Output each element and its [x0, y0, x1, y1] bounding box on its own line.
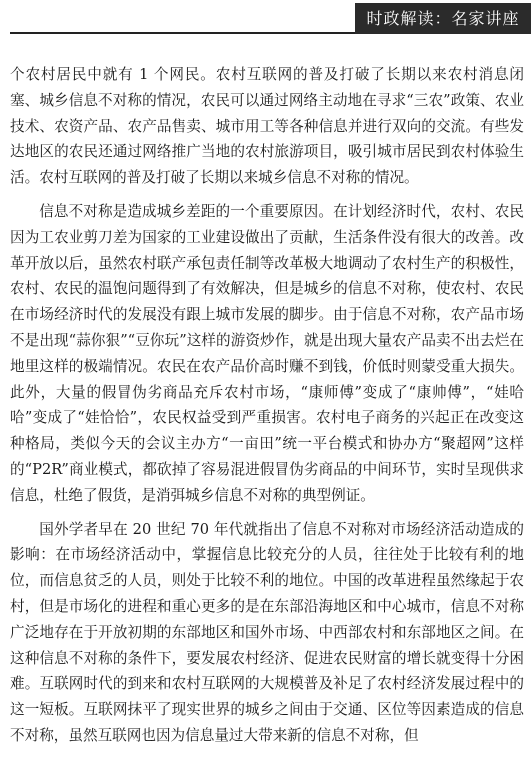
page-header	[0, 0, 531, 40]
section-title-tab	[355, 3, 531, 34]
article-body	[10, 62, 524, 757]
paragraph-3: 国外学者早在 20 世纪 70 年代就指出了信息不对称对市场经济活动造成的影响：在市场经济活动中，掌握信息比较充分的人员，往往处于比较有利的地位，而信息贫乏的人员，则处于比较不利的地位。中国的改革进程虽然缘起于农村，但是市场化的进程和重心更多的是在东部沿海地区和中心城市，信息不对称广泛地存在于开放初期的东部地区和国外市场、中西部农村和东部地区之间。在这种信息不对称的条件下，要发展农村经济、促进农民财富的增长就变得十分困难。互联网时代的到来和农村互联网的大规模普及补足了农村经济发展过程中的这一短板。互联网抹平了现实世界的城乡之间由于交通、区位等因素造成的信息不对称，虽然互联网也因为信息量过大带来新的信息不对称，但	[10, 520, 524, 744]
paragraph-2: 信息不对称是造成城乡差距的一个重要原因。在计划经济时代，农村、农民因为工农业剪刀差为国家的工业建设做出了贡献，生活条件没有很大的改善。改革开放以后，虽然农村联产承包责任制等改革极大地调动了农村生产的积极性，农村、农民的温饱问题得到了有效解决，但是城乡的信息不对称，使农村、农民在市场经济时代的发展没有跟上城市发展的脚步。由于信息不对称，农产品市场不是出现“蒜你狠”“豆你玩”这样的游资炒作，就是出现大量农产品卖不出去烂在地里这样的极端情况。农民在农产品价高时赚不到钱，价低时则蒙受重大损失。此外，大量的假冒伪劣商品充斥农村市场，“康师傅”变成了“康帅傅”，“娃哈哈”变成了“娃恰恰”，农民权益受到严重损害。农村电子商务的兴起正在改变这种格局，类似今天的会议主办方“一亩田”统一平台模式和协办方“聚超网”这样的“P2R”商业模式，都砍掉了容易混进假冒伪劣商品的中间环节，实时呈现供求信息，杜绝了假货，是消弭城乡信息不对称的典型例证。	[10, 202, 524, 504]
paragraph-1: 个农村居民中就有 1 个网民。农村互联网的普及打破了长期以来农村消息闭塞、城乡信息不对称的情况，农民可以通过网络主动地在寻求“三农”政策、农业技术、农资产品、农产品售卖、城市用工等各种信息并进行双向的交流。有些发达地区的农民还通过网络推广当地的农村旅游项目，吸引城市居民到农村体验生活。农村互联网的普及打破了长期以来城乡信息不对称的情况。	[10, 66, 524, 187]
section-title: 时政解读：名家讲座	[366, 9, 520, 28]
